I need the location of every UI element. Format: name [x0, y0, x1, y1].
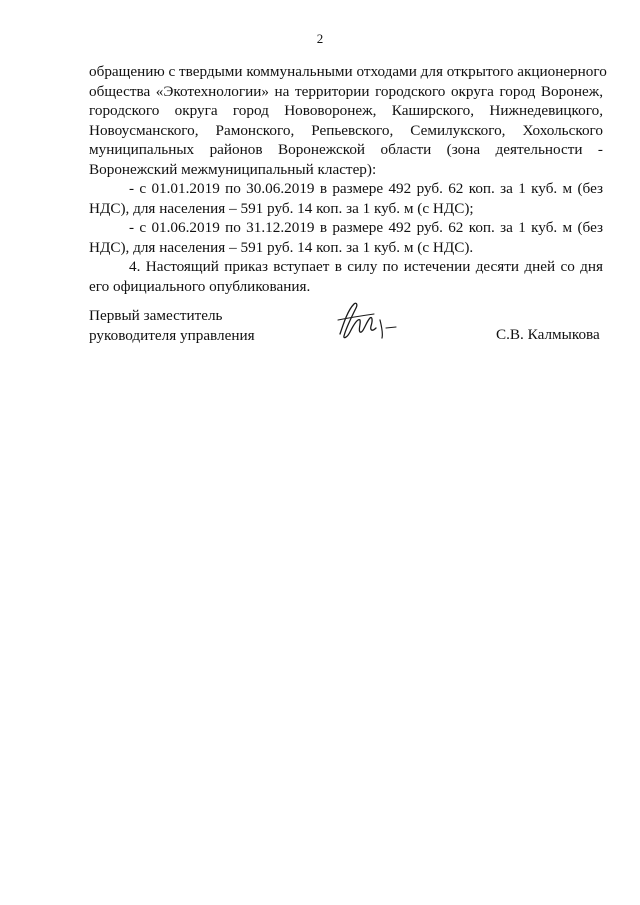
body-line: НДС), для населения – 591 руб. 14 коп. за 1 куб. м (с НДС); [89, 199, 474, 217]
signatory-title-line: Первый заместитель [89, 307, 223, 324]
body-line: городского округа город Нововоронеж, Каширского, Нижнедевицкого, [89, 102, 603, 119]
document-body [89, 62, 607, 296]
signatory-name: С.В. Калмыкова [496, 326, 600, 343]
handwritten-signature [330, 298, 420, 344]
body-line: общества «Экотехнологии» на территории городского округа город Воронеж, [89, 82, 603, 100]
body-line: его официального опубликования. [89, 277, 311, 295]
signatory-title-line: руководителя управления [89, 326, 255, 344]
body-line: - с 01.06.2019 по 31.12.2019 в размере 492 руб. 62 коп. за 1 куб. м (без [129, 219, 603, 236]
body-line: муниципальных районов Воронежской области (зона деятельности - [89, 141, 603, 158]
body-line: 4. Настоящий приказ вступает в силу по истечении десяти дней со дня [129, 258, 603, 275]
body-line: обращению с твердыми коммунальными отходами для открытого акционерного [89, 63, 607, 80]
page-number: 2 [316, 31, 324, 46]
body-line: Воронежский межмуниципальный кластер): [89, 160, 377, 178]
body-line: Новоусманского, Рамонского, Репьевского, Семилукского, Хохольского [89, 121, 603, 139]
body-line: НДС), для населения – 591 руб. 14 коп. за 1 куб. м (с НДС). [89, 238, 474, 256]
signatory-title [89, 306, 255, 345]
body-line: - с 01.01.2019 по 30.06.2019 в размере 492 руб. 62 коп. за 1 куб. м (без [129, 180, 603, 197]
